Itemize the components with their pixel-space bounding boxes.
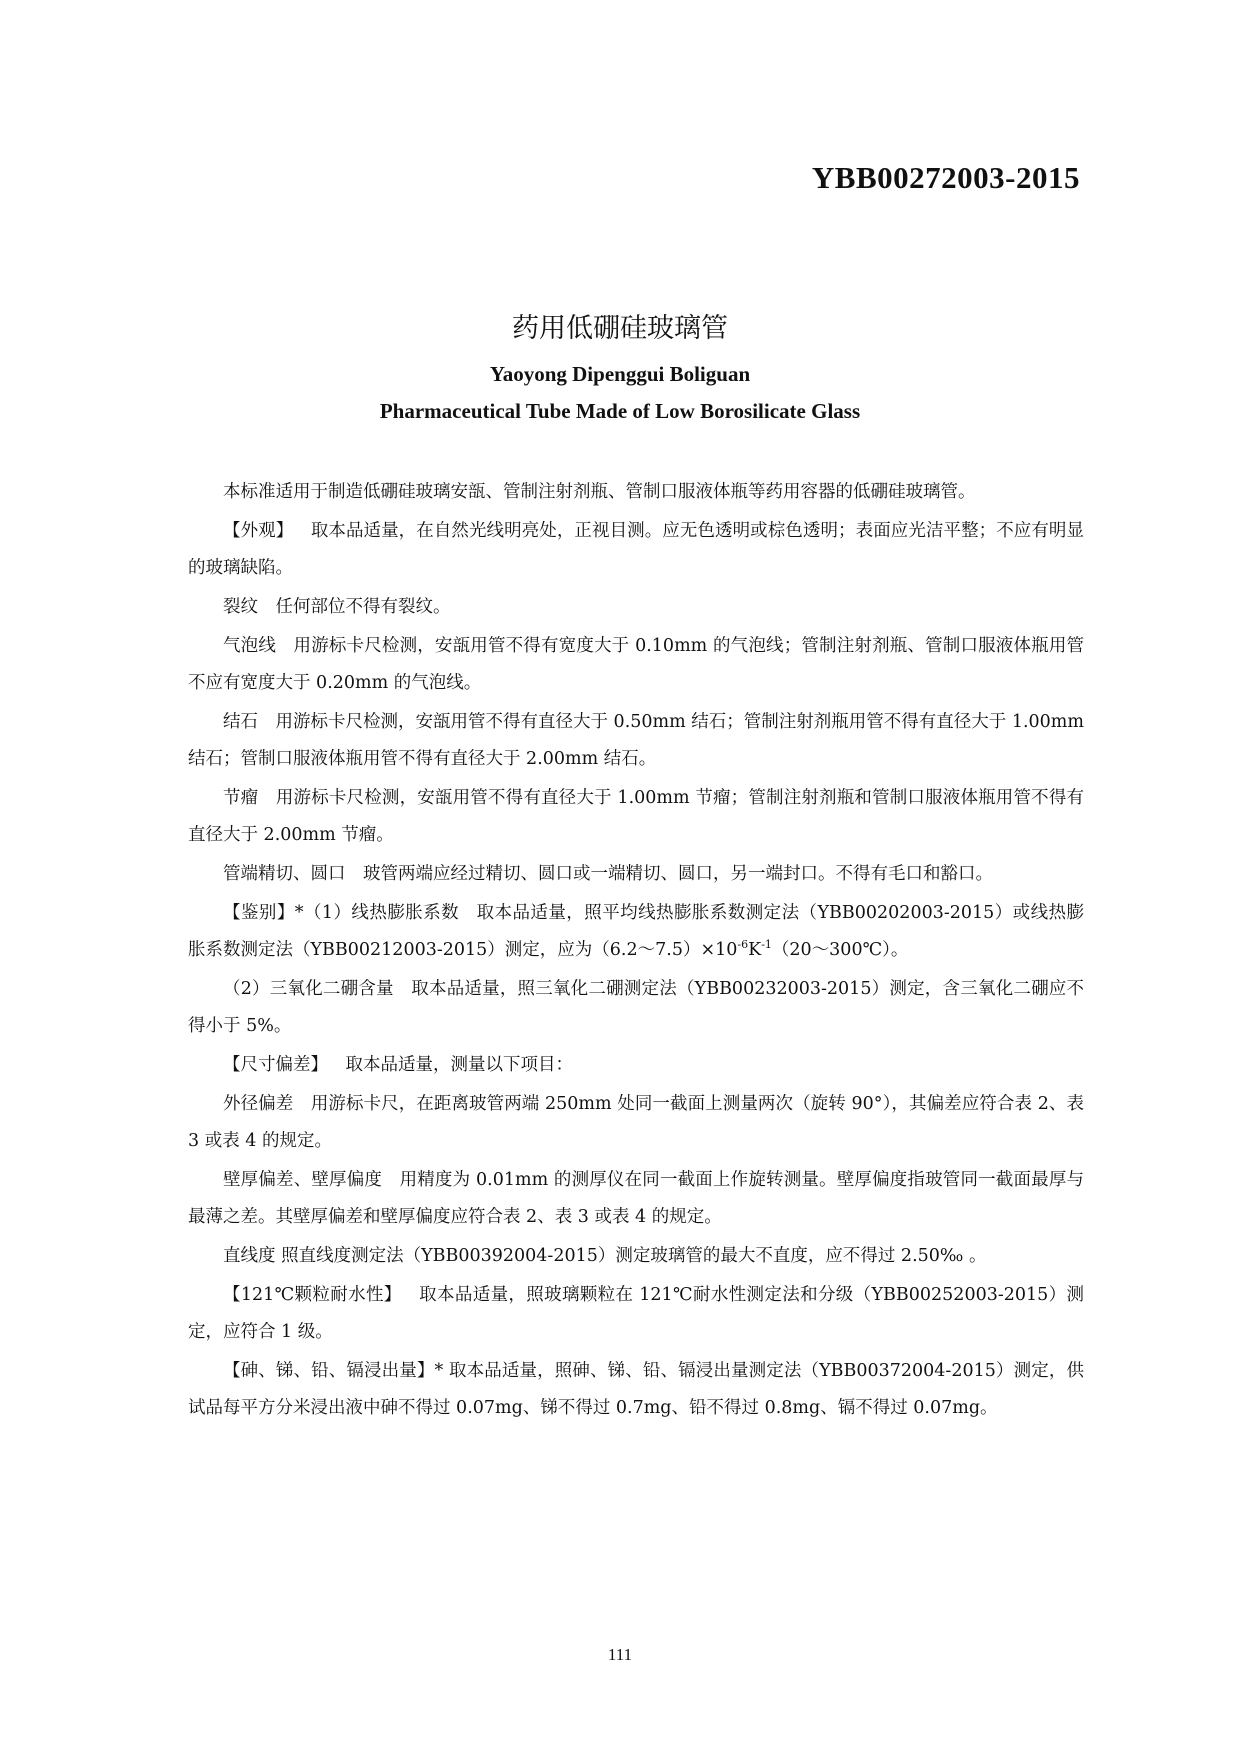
identification-item1-text: 取本品适量，照平均线热膨胀系数测定法（YBB00202003-2015）或线热膨胀系数测定法（YBB00212003-2015）测定，应为（6.2～7.5）×10 [188,903,1085,960]
metals-text: 取本品适量，照砷、锑、铅、镉浸出量测定法（YBB00372004-2015）测定，供试品每平方分米浸出液中砷不得过 0.07mg、锑不得过 0.7mg、铅不得过 0.8mg、镉不得过 0.07mg。 [188,1361,1084,1418]
identification-item2-text: 取本品适量，照三氧化二硼测定法（YBB00232003-2015）测定，含三氧化二硼应不得小于 5%。 [188,979,1084,1036]
identification-item1-label: （1）线热膨胀系数 [303,903,460,923]
bubble-text: 用游标卡尺检测，安瓿用管不得有宽度大于 0.10mm 的气泡线；管制注射剂瓶、管制口服液体瓶用管不应有宽度大于 0.20mm 的气泡线。 [188,636,1084,693]
stone-paragraph [188,704,1084,778]
outer-diameter-paragraph [188,1086,1084,1160]
appearance-label: 【外观】 [223,521,294,541]
wall-thickness-text: 用精度为 0.01mm 的测厚仪在同一截面上作旋转测量。壁厚偏度指玻管同一截面最厚与最薄之差。其壁厚偏差和壁厚偏度应符合表 2、表 3 或表 4 的规定。 [188,1170,1084,1227]
stone-label: 结石 [223,712,258,732]
metals-paragraph [188,1353,1084,1427]
identification-item1-tail: （20～300℃）。 [771,940,909,960]
identification-paragraph-1 [188,895,1084,969]
tube-end-text: 玻管两端应经过精切、圆口或一端精切、圆口，另一端封口。不得有毛口和豁口。 [363,864,993,884]
appearance-paragraph [188,513,1084,587]
knot-label: 节瘤 [223,788,259,808]
crack-paragraph [188,589,1084,626]
identification-unit: K [748,940,762,960]
bubble-label: 气泡线 [223,636,277,656]
wall-thickness-paragraph [188,1162,1084,1236]
crack-label: 裂纹 [223,597,258,617]
outer-diameter-text: 用游标卡尺，在距离玻管两端 250mm 处同一截面上测量两次（旋转 90°），其偏差应符合表 2、表 3 或表 4 的规定。 [188,1094,1084,1151]
title-pinyin: Yaoyong Dipenggui Boliguan [489,362,751,386]
tube-end-paragraph [188,856,1084,893]
water-resistance-paragraph [188,1277,1084,1351]
title-chinese: 药用低硼硅玻璃管 [512,313,728,344]
title-english: Pharmaceutical Tube Made of Low Borosilicate Glass [379,399,861,423]
identification-label: 【鉴别】* [223,903,304,923]
dimension-paragraph [188,1047,1084,1084]
knot-text: 用游标卡尺检测，安瓿用管不得有直径大于 1.00mm 节瘤；管制注射剂瓶和管制口服液体瓶用管不得有直径大于 2.00mm 节瘤。 [188,788,1085,845]
water-resistance-text: 取本品适量，照玻璃颗粒在 121℃耐水性测定法和分级（YBB00252003-2015）测定，应符合 1 级。 [188,1285,1084,1342]
identification-exponent: -6 [737,938,749,952]
metals-label: 【砷、锑、铅、镉浸出量】* [223,1361,444,1381]
straightness-paragraph [188,1238,1084,1275]
standard-number: YBB00272003-2015 [811,160,1080,195]
bubble-paragraph [188,628,1084,702]
knot-paragraph [188,780,1084,854]
crack-text: 任何部位不得有裂纹。 [275,597,451,617]
water-resistance-label: 【121℃颗粒耐水性】 [223,1285,402,1305]
appearance-text: 取本品适量，在自然光线明亮处，正视目测。应无色透明或棕色透明；表面应光洁平整；不应有明显的玻璃缺陷。 [188,521,1085,578]
identification-item2-label: （2）三氧化二硼含量 [223,979,394,999]
straightness-text: 照直线度测定法（YBB00392004-2015）测定玻璃管的最大不直度，应不得过 2.50‰ 。 [281,1246,987,1266]
straightness-label: 直线度 [223,1246,276,1266]
tube-end-label: 管端精切、圆口 [223,864,346,884]
identification-paragraph-2 [188,971,1084,1045]
identification-unit-exponent: -1 [761,938,772,952]
scope-paragraph: 本标准适用于制造低硼硅玻璃安瓿、管制注射剂瓶、管制口服液体瓶等药用容器的低硼硅玻璃管。 [223,482,976,502]
dimension-text: 取本品适量，测量以下项目： [345,1055,573,1075]
page-number: 111 [607,1645,633,1664]
stone-text: 用游标卡尺检测，安瓿用管不得有直径大于 0.50mm 结石；管制注射剂瓶用管不得有直径大于 1.00mm 结石；管制口服液体瓶用管不得有直径大于 2.00mm 结石。 [188,712,1084,769]
wall-thickness-label: 壁厚偏差、壁厚偏度 [223,1170,383,1190]
document-body [188,474,1084,1429]
dimension-label: 【尺寸偏差】 [223,1055,328,1075]
outer-diameter-label: 外径偏差 [223,1094,294,1114]
